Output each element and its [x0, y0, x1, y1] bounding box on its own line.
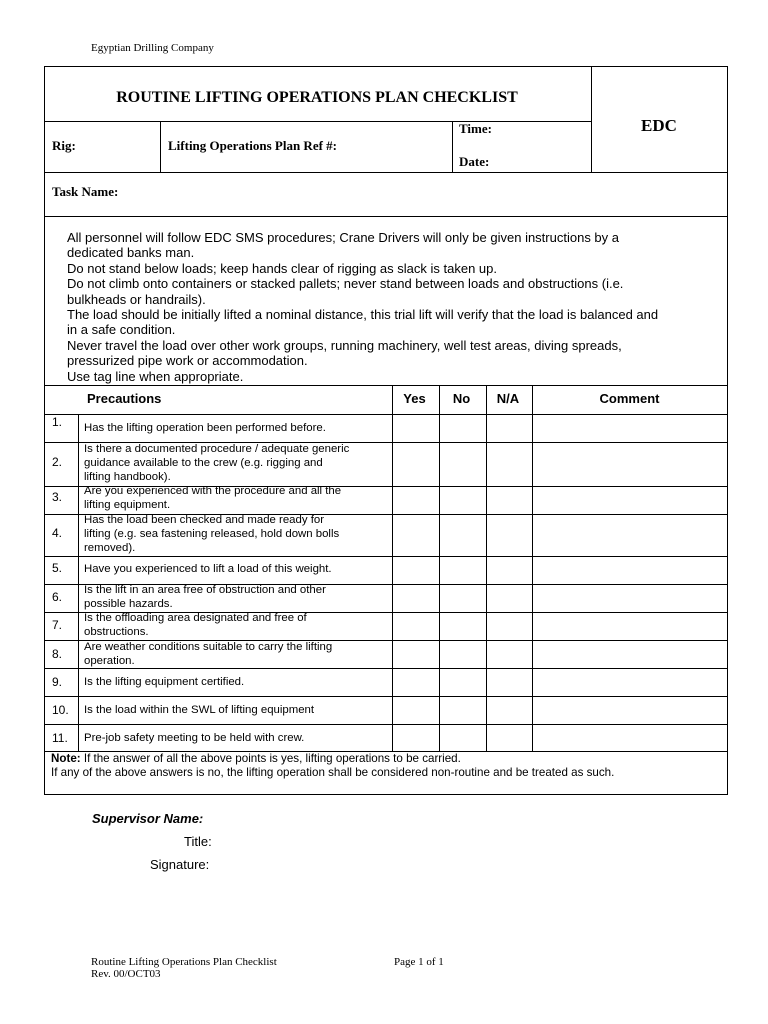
precaution-text: Are you experienced with the procedure and all the lifting equipment.	[84, 485, 342, 511]
company-name: Egyptian Drilling Company	[91, 42, 214, 54]
task-name-field[interactable]	[140, 178, 720, 208]
date-field[interactable]	[505, 152, 589, 170]
note: Note: If the answer of all the above points is yes, lifting operations to be carried. If any of the above answers is no, the lifting operation shall be considered non-routine and be treated as such.	[51, 752, 615, 779]
precaution-text: Is there a documented procedure / adequate generic guidance available to the crew (e.g. rigging and lifting handbook).	[84, 443, 350, 483]
title-label: Title:	[184, 834, 212, 849]
comment-header: Comment	[599, 391, 660, 406]
row-number: 4.	[52, 526, 63, 540]
note-label: Note:	[51, 752, 81, 765]
precaution-text: Is the offloading area designated and free of obstructions.	[84, 612, 307, 638]
supervisor-name-label: Supervisor Name:	[92, 811, 204, 826]
row-number: 10.	[52, 703, 69, 717]
rig-label: Rig:	[52, 138, 76, 153]
form-title: ROUTINE LIFTING OPERATIONS PLAN CHECKLIST	[116, 89, 518, 106]
row-number: 3.	[52, 490, 63, 504]
precaution-text: Has the load been checked and made ready for lifting (e.g. sea fastening released, hold down bolls removed).	[84, 514, 340, 554]
instruction-line: Do not climb onto containers or stacked pallets; never stand between loads and obstructions (i.e.	[67, 276, 624, 292]
precaution-text: Are weather conditions suitable to carry the lifting operation.	[84, 641, 333, 667]
row-number: 9.	[52, 675, 63, 689]
instruction-line: in a safe condition.	[67, 322, 176, 338]
row-number: 8.	[52, 647, 63, 661]
time-label: Time:	[459, 121, 492, 136]
date-label: Date:	[459, 154, 490, 169]
precaution-text: Have you experienced to lift a load of this weight.	[84, 563, 332, 575]
instruction-line: pressurized pipe work or accommodation.	[67, 353, 308, 369]
row-number: 1.	[52, 415, 63, 429]
row-number: 5.	[52, 561, 63, 575]
row-number: 2.	[52, 455, 63, 469]
instruction-line: The load should be initially lifted a nominal distance, this trial lift will verify that the load is balanced and	[67, 307, 659, 323]
row-number: 6.	[52, 590, 63, 604]
yes-header: Yes	[403, 391, 426, 406]
precaution-text: Pre-job safety meeting to be held with crew.	[84, 732, 305, 744]
precaution-text: Is the lift in an area free of obstruction and other possible hazards.	[84, 584, 326, 610]
signature-label: Signature:	[150, 857, 210, 872]
edc-logo-text: EDC	[641, 116, 677, 135]
plan-ref-label: Lifting Operations Plan Ref #:	[168, 138, 337, 153]
precautions-header: Precautions	[87, 391, 162, 406]
time-field[interactable]	[505, 121, 589, 139]
instruction-line: dedicated banks man.	[67, 245, 195, 261]
row-number: 11.	[52, 731, 68, 745]
instruction-line: All personnel will follow EDC SMS procedures; Crane Drivers will only be given instructions by a	[67, 230, 619, 245]
precaution-text: Is the load within the SWL of lifting equipment	[84, 704, 315, 716]
precaution-text: Is the lifting equipment certified.	[84, 676, 245, 688]
precaution-text: Has the lifting operation been performed before.	[84, 422, 326, 434]
footer-doc-name: Routine Lifting Operations Plan Checklist	[91, 956, 277, 968]
footer-revision: Rev. 00/OCT03	[91, 968, 161, 980]
row-number: 7.	[52, 618, 63, 632]
task-name-label: Task Name:	[52, 184, 119, 199]
na-header: N/A	[496, 391, 520, 406]
footer-doc-info	[91, 956, 277, 980]
rig-field[interactable]	[92, 130, 156, 158]
safety-instructions	[67, 230, 723, 384]
instruction-line: Use tag line when appropriate.	[67, 368, 244, 384]
instruction-line: bulkheads or handrails).	[67, 291, 206, 307]
instruction-line: Never travel the load over other work groups, running machinery, well test areas, diving spreads,	[67, 337, 622, 353]
plan-ref-field[interactable]	[375, 130, 447, 158]
footer-page-number: Page 1 of 1	[394, 956, 444, 968]
no-header: No	[452, 391, 471, 406]
instruction-line: Do not stand below loads; keep hands clear of rigging as slack is taken up.	[67, 260, 497, 276]
